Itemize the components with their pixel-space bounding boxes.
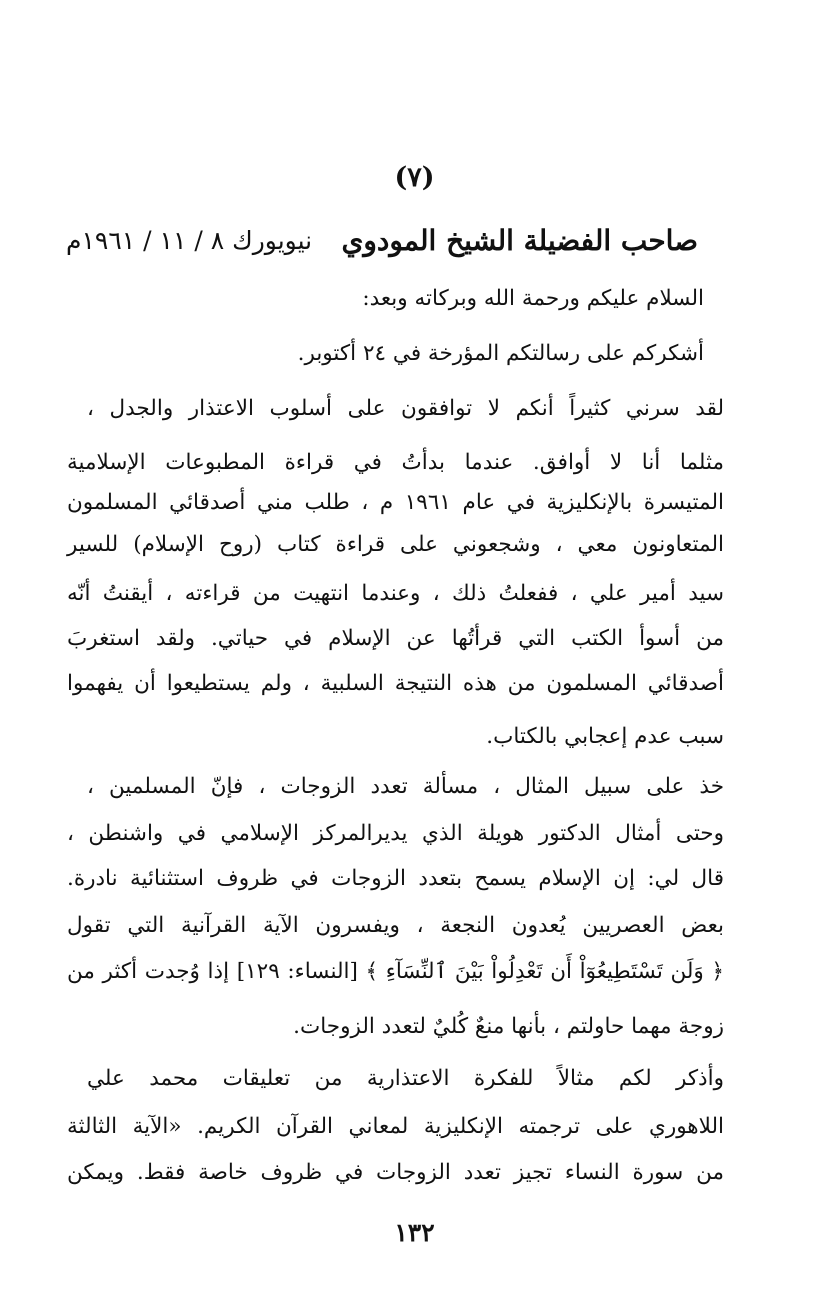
body-line: اللاهوري على ترجمته الإنكليزية لمعاني القرآن الكريم. «الآية الثالثة — [67, 1114, 724, 1139]
body-line: بعض العصريين يُعدون النجعة ، ويفسرون الآية القرآنية التي تقول — [67, 913, 724, 938]
letter-addressee: صاحب الفضيلة الشيخ المودوي — [341, 223, 698, 257]
body-line: المتعاونون معي ، وشجعوني على قراءة كتاب (روح الإسلام) للسير — [67, 532, 724, 557]
body-line: قال لي: إن الإسلام يسمح بتعدد الزوجات في ظروف استثنائية نادرة. — [67, 866, 724, 891]
body-line: خذ على سبيل المثال ، مسألة تعدد الزوجات ، فإنّ المسلمين ، — [87, 774, 724, 799]
body-line: من أسوأ الكتب التي قرأتُها عن الإسلام في حياتي. ولقد استغربَ — [67, 626, 724, 651]
body-line: وحتى أمثال الدكتور هويلة الذي يديرالمركز الإسلامي في واشنطن ، — [67, 821, 724, 846]
chapter-number: (٧) — [394, 162, 435, 193]
body-line: مثلما أنا لا أوافق. عندما بدأتُ في قراءة المطبوعات الإسلامية — [67, 450, 724, 475]
body-line: سيد أمير علي ، ففعلتُ ذلك ، وعندما انتهيت من قراءته ، أيقنتُ أنّه — [67, 581, 724, 606]
body-line: سبب عدم إعجابي بالكتاب. — [486, 724, 724, 749]
letter-header — [66, 216, 698, 264]
greeting-line: السلام عليكم ورحمة الله وبركاته وبعد: — [362, 286, 704, 311]
body-line: لقد سرني كثيراً أنكم لا توافقون على أسلوب الاعتذار والجدل ، — [87, 396, 724, 421]
body-line: زوجة مهما حاولتم ، بأنها منعٌ كُليٌ لتعدد الزوجات. — [293, 1014, 724, 1039]
thanks-line: أشكركم على رسالتكم المؤرخة في ٢٤ أكتوبر. — [297, 341, 704, 366]
body-line: المتيسرة بالإنكليزية في عام ١٩٦١ م ، طلب مني أصدقائي المسلمون — [67, 490, 724, 515]
body-line: أصدقائي المسلمون من هذه النتيجة السلبية ، ولم يستطيعوا أن يفهموا — [67, 671, 724, 696]
quran-verse-line: ﴿ وَلَن تَسْتَطِيعُوٓاْ أَن تَعْدِلُواْ بَيْنَ ٱلنِّسَآءِ ﴾ [النساء: ١٢٩] إذا وُجدت أكثر من — [67, 959, 724, 984]
page-number: ١٣٢ — [394, 1218, 435, 1247]
body-line: وأذكر لكم مثالاً للفكرة الاعتذارية من تعليقات محمد علي — [87, 1066, 724, 1091]
body-line: من سورة النساء تجيز تعدد الزوجات في ظروف خاصة فقط. ويمكن — [67, 1160, 724, 1185]
letter-dateline: نيويورك ٨ / ١١ / ١٩٦١م — [66, 225, 313, 255]
